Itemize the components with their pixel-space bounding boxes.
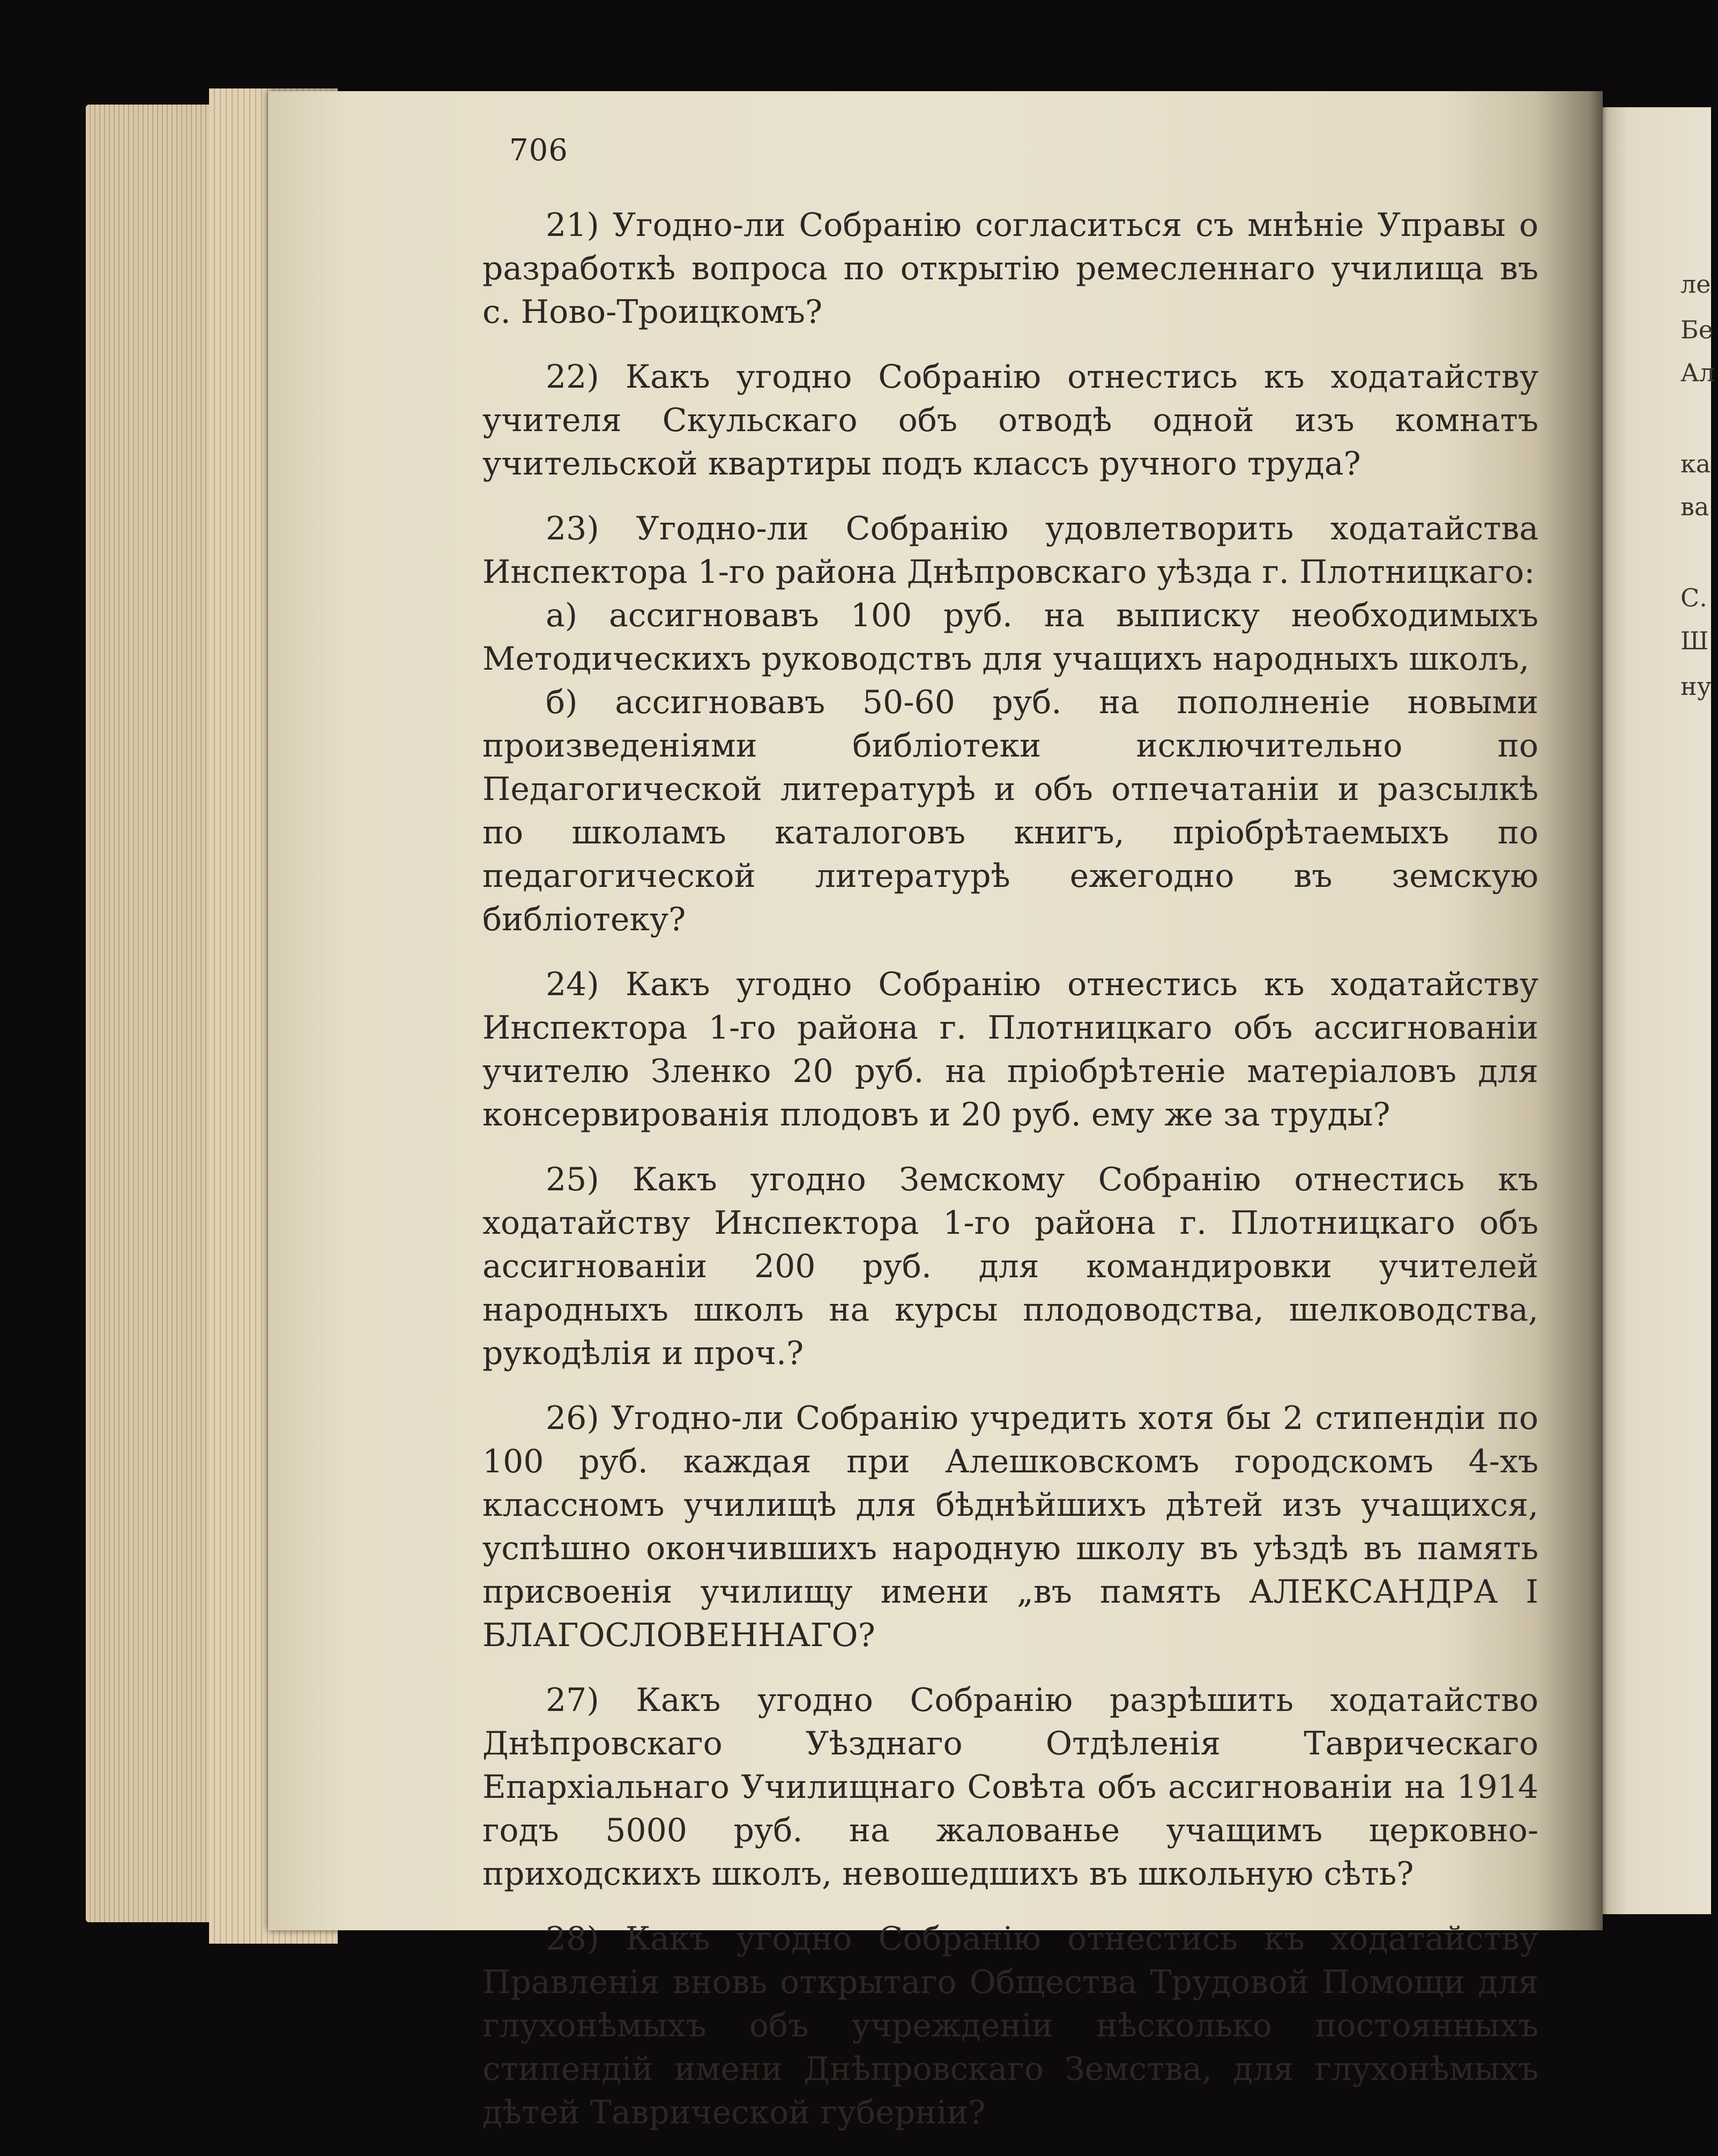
facing-fragment: С. xyxy=(1680,583,1707,612)
item-number: 23) xyxy=(546,510,599,547)
item-text: Какъ угодно Собранію отнестись къ ходатайству Инспектора 1-го района г. Плотницкаго объ ассигнованіи учителю Зленко 20 руб. на пріобрѣтеніе матеріаловъ для консервированія плодовъ и 20 руб. ему же за труды? xyxy=(482,966,1538,1133)
facing-fragment: ле xyxy=(1680,270,1711,299)
item-text: Какъ угодно Собранію отнестись къ ходатайству Правленія вновь открытаго Общества Трудовой Помощи для глухонѣмыхъ объ учрежденіи нѣсколько постоянныхъ стипендій имени Днѣпровскаго Земства, для глухонѣмыхъ дѣтей Таврической губерніи? xyxy=(482,1920,1538,2131)
item-number: 21) xyxy=(546,206,599,244)
item-text: Какъ угодно Собранію отнестись къ ходатайству учителя Скульскаго объ отводѣ одной изъ комнатъ учительской квартиры подъ классъ ручного труда? xyxy=(482,358,1538,483)
item-number: 28) xyxy=(546,1920,599,1958)
facing-fragment: Ал xyxy=(1680,358,1715,387)
question-item-26 xyxy=(482,1397,1538,1657)
item-number: 24) xyxy=(546,966,599,1003)
question-item-28 xyxy=(482,1917,1538,2135)
question-item-25 xyxy=(482,1158,1538,1375)
item-subpoint-a: а) ассигновавъ 100 руб. на выписку необходимыхъ Методическихъ руководствъ для учащихъ народныхъ школъ, xyxy=(482,597,1538,678)
question-item-27 xyxy=(482,1679,1538,1896)
page-number: 706 xyxy=(509,133,568,168)
question-item-23 xyxy=(482,507,1538,942)
item-text: Угодно-ли Собранію учредить хотя бы 2 стипендіи по 100 руб. каждая при Алешковскомъ городскомъ 4-хъ классномъ училищѣ для бѣднѣйшихъ дѣтей изъ учащихся, успѣшно окончившихъ народную школу въ уѣздѣ въ память присвоенія училищу имени „въ память АЛЕКСАНДРА I БЛАГОСЛОВЕННАГО? xyxy=(482,1399,1538,1654)
item-text: Какъ угодно Собранію разрѣшить ходатайство Днѣпровскаго Уѣзднаго Отдѣленія Таврическаго Епархіальнаго Училищнаго Совѣта объ ассигнованіи на 1914 годъ 5000 руб. на жалованье учащимъ церковно-приходскихъ школъ, невошедшихъ въ школьную сѣть? xyxy=(482,1681,1539,1893)
facing-fragment: Бе xyxy=(1680,315,1714,344)
item-text: Угодно-ли Собранію согласиться съ мнѣніе Управы о разработкѣ вопроса по открытію ремесленнаго училища въ с. Ново-Троицкомъ? xyxy=(482,206,1538,331)
question-item-22 xyxy=(482,355,1538,486)
item-text: Какъ угодно Земскому Собранію отнестись къ ходатайству Инспектора 1-го района г. Плотницкаго объ ассигнованіи 200 руб. для командировки учителей народныхъ школъ на курсы плодоводства, шелководства, рукодѣлія и проч.? xyxy=(482,1161,1538,1372)
facing-fragment: Ш xyxy=(1680,626,1709,655)
facing-fragment: ва xyxy=(1680,492,1709,521)
question-item-24 xyxy=(482,963,1538,1137)
item-text: Угодно-ли Собранію удовлетворить ходатайства Инспектора 1-го района Днѣпровскаго уѣзда г. Плотницкаго: xyxy=(482,510,1538,591)
item-number: 26) xyxy=(546,1399,599,1437)
item-number: 27) xyxy=(546,1681,599,1719)
page-body xyxy=(482,204,1538,2156)
facing-fragment: ну xyxy=(1680,672,1712,701)
item-subpoint-b: б) ассигновавъ 50-60 руб. на пополненіе новыми произведеніями библіотеки исключительно по Педагогической литературѣ и объ отпечатаніи и разсылкѣ по школамъ каталоговъ книгъ, пріобрѣтаемыхъ по педагогической литературѣ ежегодно въ земскую библіотеку? xyxy=(482,684,1538,938)
question-item-21 xyxy=(482,204,1538,334)
facing-fragment: ка xyxy=(1680,449,1711,478)
item-number: 25) xyxy=(546,1161,599,1198)
item-number: 22) xyxy=(546,358,599,396)
